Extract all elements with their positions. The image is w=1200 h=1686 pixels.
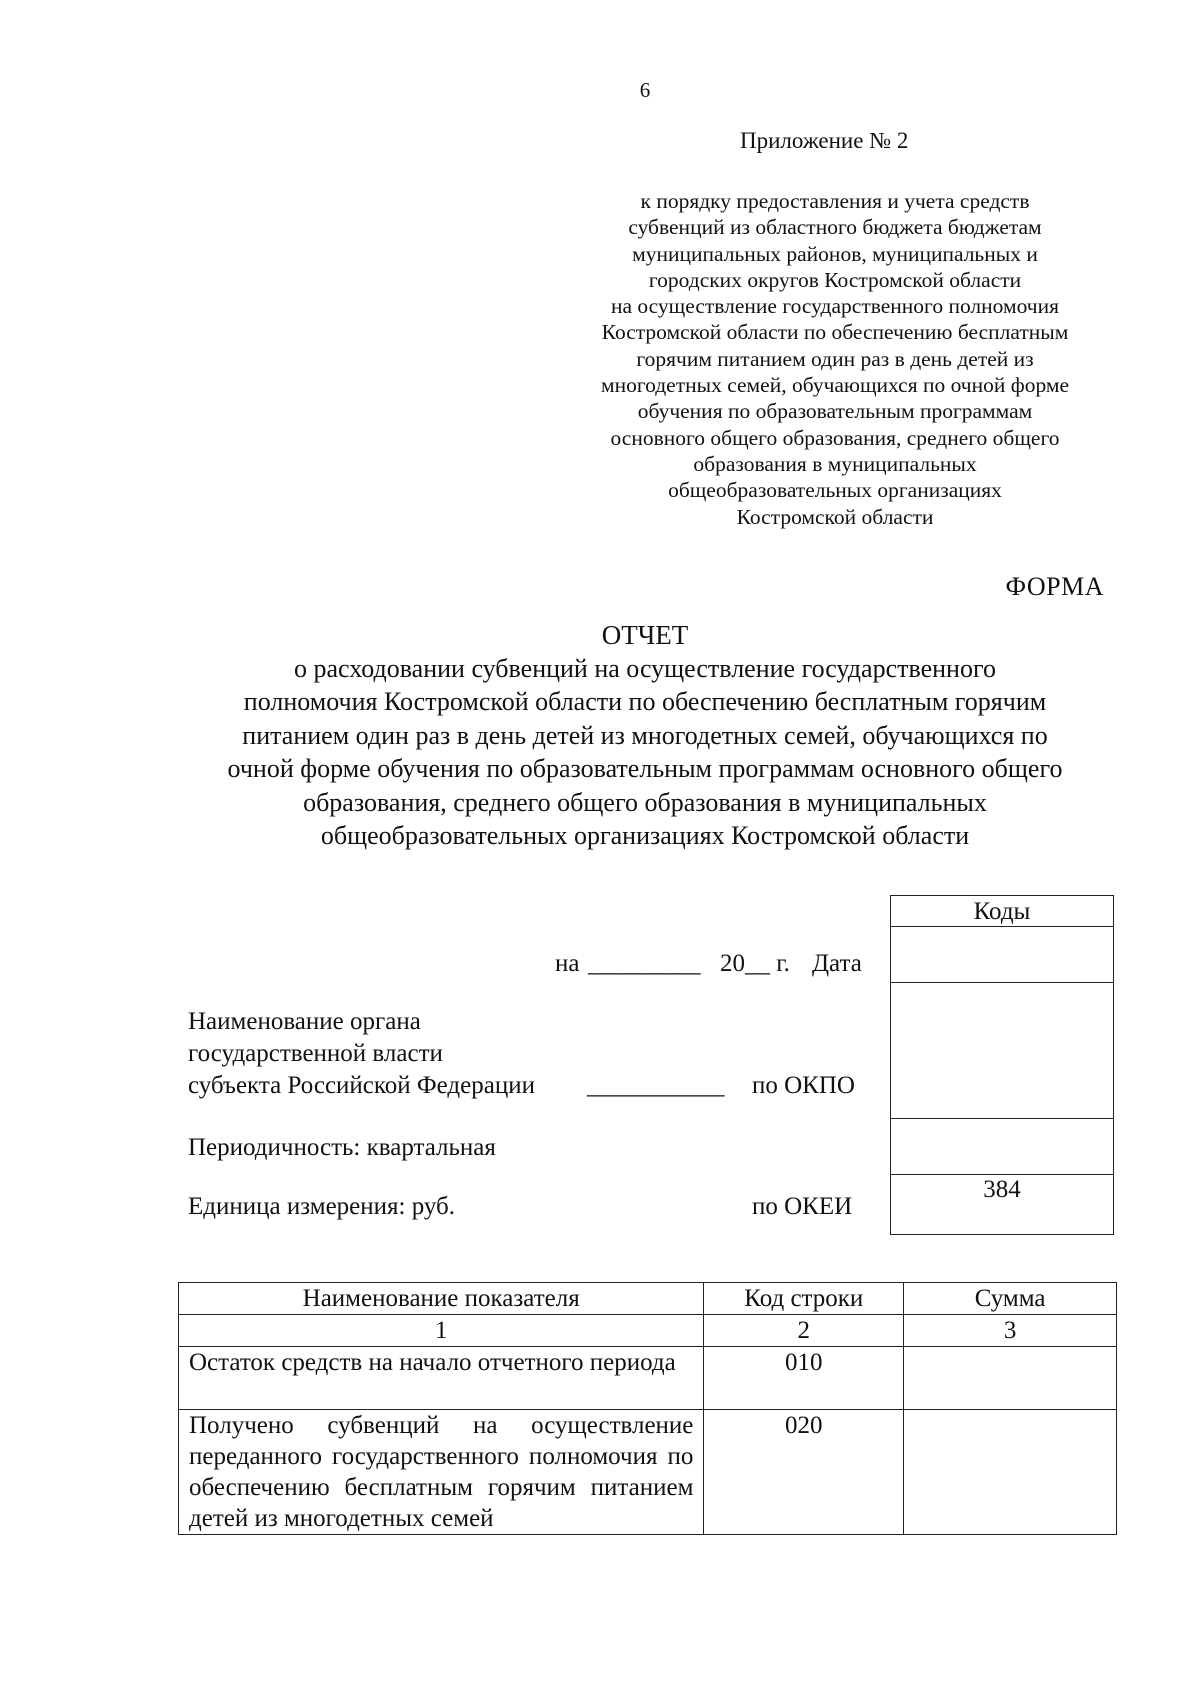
page-number: 6	[639, 78, 651, 102]
organ-label-line: субъекта Российской Федерации	[188, 1072, 535, 1099]
appendix-line: городских округов Костромской области	[648, 267, 1022, 292]
report-subtitle-line: полномочия Костромской области по обеспечению бесплатным горячим	[243, 687, 1047, 717]
appendix-line: Костромской области по обеспечению бесплатным	[601, 320, 1069, 345]
form-label: ФОРМА	[1005, 572, 1104, 601]
date-blank[interactable]: _________	[588, 950, 701, 977]
appendix-line: муниципальных районов, муниципальных и	[632, 241, 1038, 266]
unit-of-measure: Единица измерения: руб.	[188, 1193, 456, 1220]
appendix-line: общеобразовательных организациях	[668, 478, 1002, 503]
appendix-line: основного общего образования, среднего общего	[610, 425, 1060, 450]
report-title: ОТЧЕТ	[601, 620, 689, 650]
appendix-line: субвенций из областного бюджета бюджетам	[628, 215, 1042, 240]
header-sum: Сумма	[904, 1283, 1117, 1315]
date-prefix: на	[555, 950, 580, 977]
report-subtitle-line: образования, среднего общего образования в муниципальных	[303, 787, 987, 817]
report-subtitle-line: о расходовании субвенций на осуществление государственного	[294, 654, 996, 683]
okei-label: по ОКЕИ	[752, 1193, 853, 1220]
header-row-code: Код строки	[704, 1283, 904, 1315]
codes-periodicity-cell[interactable]	[891, 1119, 1113, 1175]
organ-label-line: государственной власти	[188, 1040, 443, 1067]
appendix-line: образования в муниципальных	[693, 451, 977, 476]
okpo-label: по ОКПО	[752, 1072, 855, 1099]
appendix-line: обучения по образовательным программам	[637, 399, 1033, 424]
appendix-line: к порядку предоставления и учета средств	[640, 189, 1030, 213]
codes-okei-cell: 384	[983, 1176, 1021, 1203]
periodicity: Периодичность: квартальная	[188, 1134, 496, 1161]
column-number: 2	[704, 1315, 904, 1347]
header-indicator-name: Наименование показателя	[179, 1283, 704, 1315]
appendix-title: Приложение № 2	[740, 128, 909, 153]
row-code: 020	[704, 1410, 904, 1535]
organ-blank[interactable]: ___________	[587, 1072, 725, 1099]
appendix-line: на осуществление государственного полномочия	[610, 294, 1060, 319]
report-subtitle-line: очной форме обучения по образовательным программам основного общего	[227, 754, 1063, 784]
appendix-line: горячим питанием один раз в день детей из	[636, 346, 1034, 371]
column-number: 1	[179, 1315, 704, 1347]
table-row	[179, 1410, 1117, 1535]
column-number: 3	[904, 1315, 1117, 1347]
codes-header: Коды	[891, 896, 1113, 927]
report-subtitle-line: питанием один раз в день детей из многодетных семей, обучающихся по	[242, 720, 1048, 750]
sum-cell[interactable]	[904, 1347, 1117, 1410]
appendix-description	[555, 188, 1115, 530]
table-header-row	[179, 1283, 1117, 1315]
appendix-line: многодетных семей, обучающихся по очной форме	[600, 373, 1070, 398]
indicator-name: Остаток средств на начало отчетного периода	[179, 1347, 704, 1410]
report-subtitle	[145, 652, 1145, 852]
indicators-table	[178, 1282, 1117, 1535]
sum-cell[interactable]	[904, 1410, 1117, 1535]
table-row	[179, 1347, 1117, 1410]
appendix-line: Костромской области	[736, 504, 934, 529]
report-subtitle-line: общеобразовательных организациях Костромской области	[320, 821, 970, 851]
date-label: Дата	[812, 950, 862, 977]
codes-okpo-cell[interactable]	[891, 983, 1113, 1119]
column-numbers-row	[179, 1315, 1117, 1347]
codes-date-cell[interactable]	[891, 927, 1113, 983]
codes-box	[890, 895, 1114, 1235]
date-year[interactable]: 20__ г.	[720, 950, 790, 977]
row-code: 010	[704, 1347, 904, 1410]
indicator-name: Получено субвенций на осуществление переданного государственного полномочия по обеспечению бесплатным горячим питанием детей из многодетных семей	[179, 1410, 704, 1535]
organ-label-line: Наименование органа	[188, 1008, 421, 1035]
